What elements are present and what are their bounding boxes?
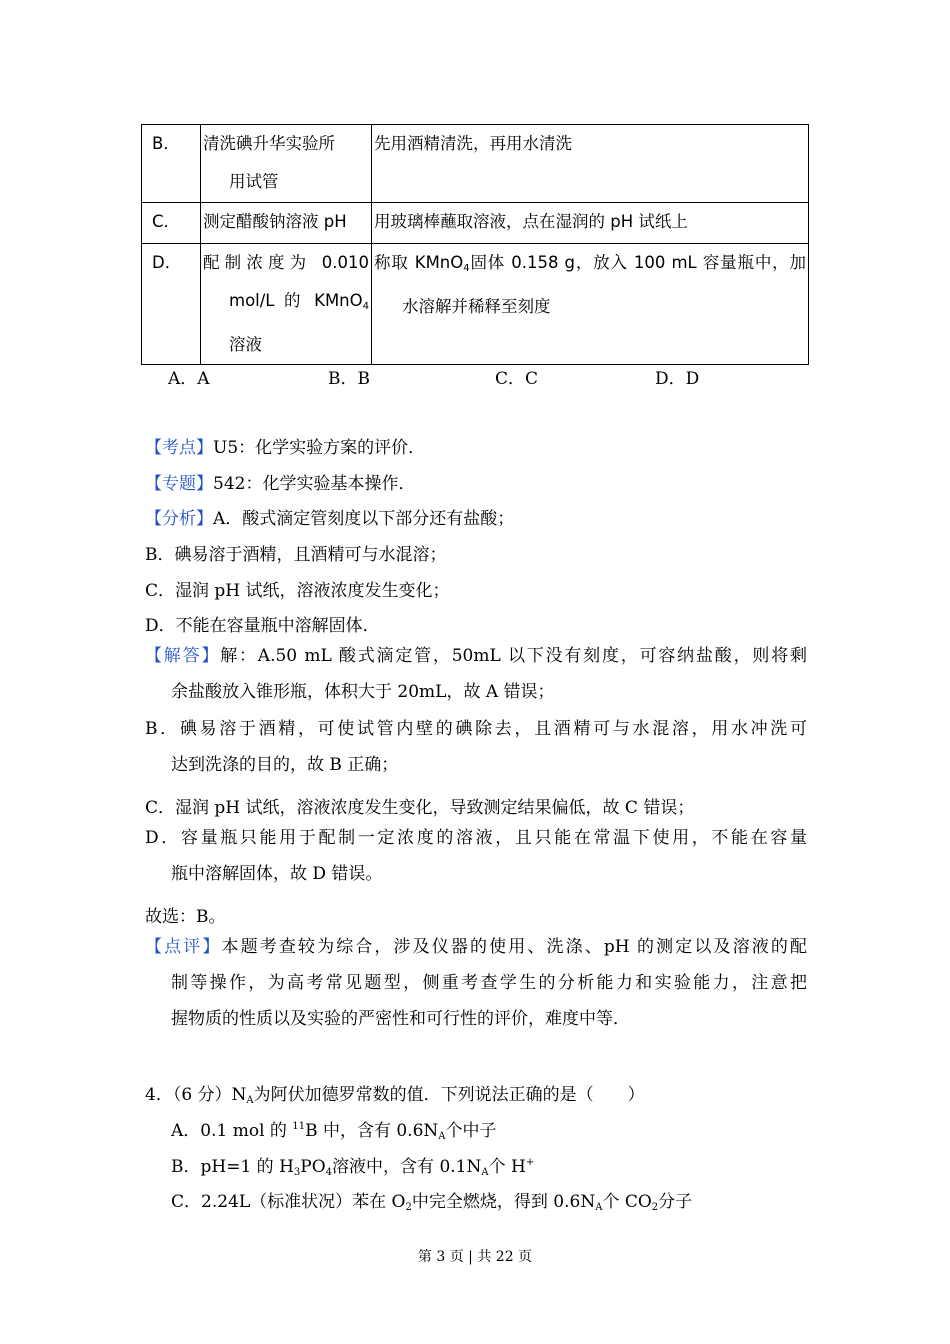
table-row [142,244,809,365]
row-label: D． [142,244,201,365]
zhuanti-line: 【专题】542：化学实验基本操作． [145,474,416,494]
answer-choices [168,364,768,389]
question-4-option-b: B．pH=1 的 $H_3PO_4$溶液中，含有 $0.1N_A$个 H+ [171,1157,535,1178]
row-label: C． [142,203,201,244]
page-footer: 第 3 页 | 共 22 页 [417,1249,533,1265]
options-table [141,124,809,365]
question-4-stem: 4．（6 分）$N_A$为阿伏加德罗常数的值．下列说法正确的是（ ） [145,1085,645,1106]
answer-line: 故选：B。 [145,907,226,927]
kaodian-line: 【考点】U5：化学实验方案的评价． [145,438,426,458]
jieda-b: B．碘易溶于酒精，可使试管内壁的碘除去，且酒精可与水混溶，用水冲洗可 达到洗涤的目的，故 B 正确； [145,719,807,775]
choice-d[interactable]: D．D [655,369,700,389]
choice-a[interactable]: A．A [168,369,210,389]
dianping-block: 【点评】本题考查较为综合，涉及仪器的使用、洗涤、pH 的测定以及溶液的配 制等操作，为高考常见题型，侧重考查学生的分析能力和实验能力，注意把 握物质的性质以及实验的严密性和可行性的评价，难度中等． [145,937,807,1029]
row-label: B． [142,125,201,203]
fenxi-c: C．湿润 pH 试纸，溶液浓度发生变化； [145,581,450,601]
jieda-d: D．容量瓶只能用于配制一定浓度的溶液，且只能在常温下使用，不能在容量 瓶中溶解固体，故 D 错误。 [145,828,807,884]
row-method: 用玻璃棒蘸取溶液，点在湿润的 pH 试纸上 [372,203,809,244]
row-procedure: 配制浓度为 0.010 mol/L 的 KMnO$_4$ 溶液 [201,244,372,365]
row-procedure: 测定醋酸钠溶液 pH [201,203,372,244]
choice-c[interactable]: C．C [495,369,539,389]
choice-b[interactable]: B．B [328,369,370,389]
row-method: 先用酒精清洗，再用水清洗 [372,125,809,203]
question-4-option-c: C．2.24L（标准状况）苯在 $O_2$中完全燃烧，得到 $0.6N_A$个 $CO_2$分子 [171,1192,693,1213]
fenxi-line: 【分析】A．酸式滴定管刻度以下部分还有盐酸； [145,509,515,529]
row-method: 称取 KMnO$_4$固体 0.158 g，放入 100 mL 容量瓶中，加 水溶解并稀释至刻度 [372,244,809,365]
fenxi-b: B．碘易溶于酒精，且酒精可与水混溶； [145,545,447,565]
table-row [142,203,809,244]
question-4-option-a: A．0.1 mol 的 $^{11}$B 中，含有 $0.6N_A$个中子 [171,1121,497,1142]
jieda-a: 【解答】解：A.50 mL 酸式滴定管，50mL 以下没有刻度，可容纳盐酸，则将剩 余盐酸放入锥形瓶，体积大于 20mL，故 A 错误； [145,646,807,702]
row-procedure: 清洗碘升华实验所 用试管 [201,125,372,203]
table-row [142,125,809,203]
fenxi-d: D．不能在容量瓶中溶解固体． [145,616,380,636]
jieda-c: C．湿润 pH 试纸，溶液浓度发生变化，导致测定结果偏低，故 C 错误； [145,798,695,818]
